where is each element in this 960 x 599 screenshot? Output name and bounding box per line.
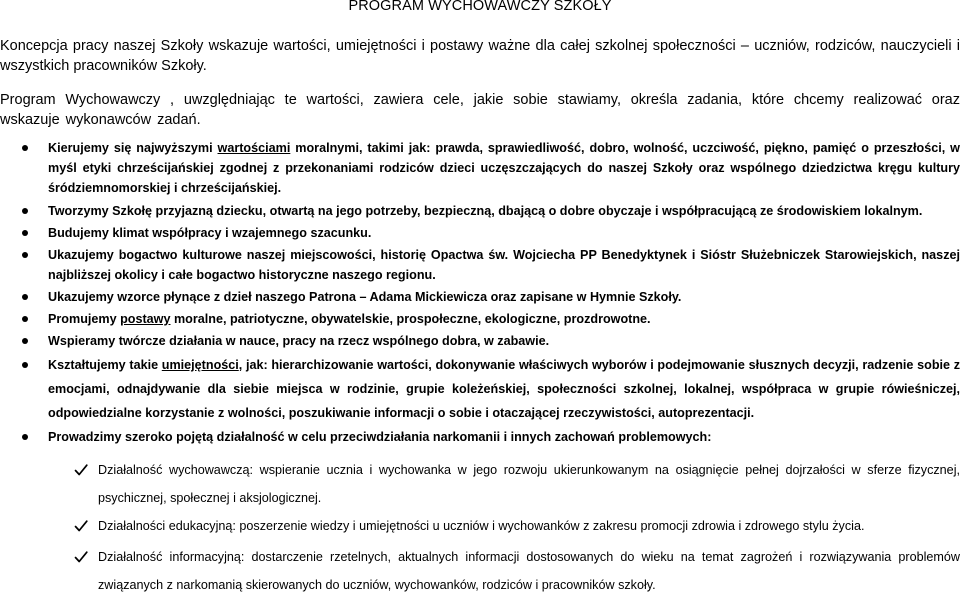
bullet-text: Ukazujemy bogactwo kulturowe naszej miejscowości, historię Opactwa św. Wojciecha PP Benedyktynek i Sióstr Służebniczek Starowiejskich, naszej najbliższej okolicy i całe bogactwo historyczne naszego regionu. bbox=[48, 248, 960, 282]
bullet-text: Tworzymy Szkołę przyjazną dziecku, otwartą na jego potrzeby, bezpieczną, dbającą o dobre obyczaje i współpracującą ze środowiskiem lokalnym. bbox=[48, 204, 923, 218]
list-item bbox=[0, 309, 960, 329]
bullet-icon bbox=[22, 230, 28, 236]
bullet-icon bbox=[22, 145, 28, 151]
bullet-text-pre: Kierujemy się najwyższymi bbox=[48, 141, 218, 155]
paragraph-concept: Koncepcja pracy naszej Szkoły wskazuje wartości, umiejętności i postawy ważne dla całej szkolnej społeczności – uczniów, rodziców, nauczycieli i wszystkich pracowników Szkoły. bbox=[0, 38, 960, 74]
list-item bbox=[0, 512, 960, 540]
bullet-text-underlined: wartościami bbox=[217, 141, 291, 155]
bullet-icon bbox=[22, 252, 28, 258]
check-item-text: Działalności edukacyjną: poszerzenie wiedzy i umiejętności u uczniów i wychowanków z zakresu promocji zdrowia i zdrowego stylu życia. bbox=[98, 519, 865, 533]
values-bullet-list bbox=[0, 138, 960, 449]
bullet-icon bbox=[22, 208, 28, 214]
bullet-text: Budujemy klimat współpracy i wzajemnego szacunku. bbox=[48, 226, 372, 240]
bullet-text-post: , jak: hierarchizowanie wartości, dokonywanie właściwych wyborów i podejmowanie słusznych decyzji, radzenie sobie z emocjami, odnajdywanie dla siebie miejsca w rodzinie, grupie koleżeńskiej, społeczności szkolnej, lokalnej, współpraca w grupie rówieśniczej, odpowiedzialne korzystanie z wolności, poszukiwanie informacji o sobie i otaczającej rzeczywistości, autoprezentacji. bbox=[48, 358, 960, 420]
list-item bbox=[0, 425, 960, 449]
check-icon bbox=[74, 519, 88, 533]
list-item bbox=[0, 353, 960, 425]
list-item bbox=[0, 331, 960, 351]
bullet-text-underlined: postawy bbox=[120, 312, 171, 326]
check-item-text: Działalność informacyjną: dostarczenie rzetelnych, aktualnych informacji dostosowanych do wieku na temat zagrożeń i rozwiązywania problemów związanych z narkomanią skierowanych do uczniów, wychowanków, rodziców i pracowników szkoły. bbox=[98, 550, 960, 592]
list-item bbox=[0, 138, 960, 198]
check-icon bbox=[74, 463, 88, 477]
bullet-text: Ukazujemy wzorce płynące z dzieł naszego Patrona – Adama Mickiewicza oraz zapisane w Hymnie Szkoły. bbox=[48, 290, 682, 304]
bullet-text-pre: Promujemy bbox=[48, 312, 121, 326]
list-item bbox=[0, 201, 960, 221]
bullet-text-post: moralnymi, takimi jak: prawda, sprawiedliwość, dobro, wolność, uczciwość, piękno, pamięć o przeszłości, w myśl etyki chrześcijańskiej zgodnej z przekonaniami rodziców dzieci uczęszczających do naszej Szkoły oraz wspólnego dziedzictwa kręgu kultury śródziemnomorskiej i chrześcijańskiej. bbox=[48, 141, 960, 195]
bullet-text-pre: Kształtujemy takie bbox=[48, 358, 162, 372]
bullet-text: Prowadzimy szeroko pojętą działalność w celu przeciwdziałania narkomanii i innych zachowań problemowych: bbox=[48, 430, 712, 444]
bullet-icon bbox=[22, 294, 28, 300]
bullet-icon bbox=[22, 316, 28, 322]
list-item bbox=[0, 287, 960, 307]
page-title: PROGRAM WYCHOWAWCZY SZKOŁY bbox=[348, 0, 612, 14]
bullet-text: Wspieramy twórcze działania w nauce, pracy na rzecz wspólnego dobra, w zabawie. bbox=[48, 334, 550, 348]
paragraph-program: Program Wychowawczy , uwzględniając te wartości, zawiera cele, jakie sobie stawiamy, określa zadania, które chcemy realizować oraz wskazuje wykonawców zadań. bbox=[0, 92, 960, 128]
list-item bbox=[0, 223, 960, 243]
bullet-text-post: moralne, patriotyczne, obywatelskie, prospołeczne, ekologiczne, prozdrowotne. bbox=[170, 312, 651, 326]
activities-check-list bbox=[0, 456, 960, 599]
list-item bbox=[0, 543, 960, 599]
bullet-text-underlined: umiejętności bbox=[161, 358, 239, 372]
bullet-icon bbox=[22, 338, 28, 344]
bullet-icon bbox=[22, 434, 28, 440]
check-item-text: Działalność wychowawczą: wspieranie ucznia i wychowanka w jego rozwoju ukierunkowanym na osiągnięcie pełnej dojrzałości w sferze fizycznej, psychicznej, społecznej i aksjologicznej. bbox=[98, 463, 960, 505]
check-icon bbox=[74, 550, 88, 564]
list-item bbox=[0, 456, 960, 512]
bullet-icon bbox=[22, 362, 28, 368]
list-item bbox=[0, 245, 960, 285]
